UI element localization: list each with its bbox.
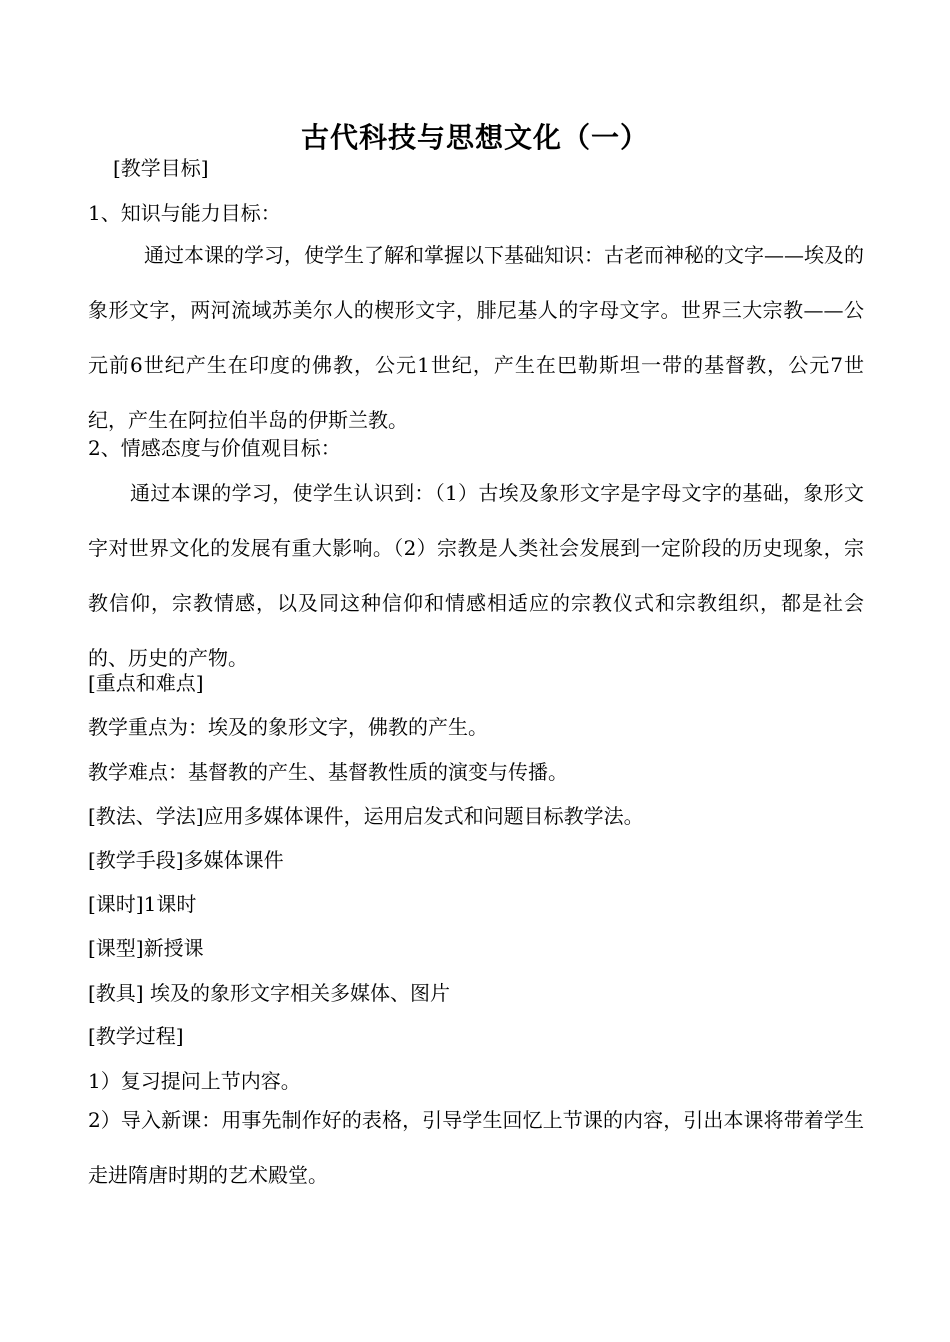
teaching-method-text: [教法、学法]应用多媒体课件，运用启发式和问题目标教学法。 [88, 804, 644, 828]
class-hours-text: [课时]1课时 [88, 892, 197, 916]
attitude-goal-heading: 2、情感态度与价值观目标： [88, 436, 341, 460]
process-step-2: 2）导入新课：用事先制作好的表格，引导学生回忆上节课的内容，引出本课将带着学生走进隋唐时期的艺术殿堂。 [88, 1108, 864, 1187]
lesson-type-text: [课型]新授课 [88, 936, 204, 960]
teaching-process-heading: [教学过程] [88, 1024, 184, 1048]
key-point-text: 教学重点为：埃及的象形文字，佛教的产生。 [88, 715, 488, 739]
document-title: 古代科技与思想文化（一） [300, 121, 649, 154]
attitude-goal-paragraph: 通过本课的学习，使学生认识到：（1）古埃及象形文字是字母文字的基础，象形文字对世界文化的发展有重大影响。（2）宗教是人类社会发展到一定阶段的历史现象，宗教信仰，宗教情感，以及同这种信仰和情感相适应的宗教仪式和宗教组织，都是社会的、历史的产物。 [88, 481, 864, 670]
key-points-heading: [重点和难点] [88, 671, 204, 695]
teaching-means-text: [教学手段]多媒体课件 [88, 848, 284, 872]
teaching-goal-heading: [教学目标] [113, 156, 209, 180]
difficult-point-text: 教学难点：基督教的产生、基督教性质的演变与传播。 [88, 760, 568, 784]
knowledge-goal-heading: 1、知识与能力目标： [88, 201, 281, 225]
teaching-aids-text: [教具] 埃及的象形文字相关多媒体、图片 [88, 981, 450, 1005]
knowledge-goal-paragraph: 通过本课的学习，使学生了解和掌握以下基础知识：古老而神秘的文字——埃及的象形文字，两河流域苏美尔人的楔形文字，腓尼基人的字母文字。世界三大宗教——公元前6世纪产生在印度的佛教，公元1世纪，产生在巴勒斯坦一带的基督教，公元7世纪，产生在阿拉伯半岛的伊斯兰教。 [88, 243, 864, 432]
process-step-1: 1）复习提问上节内容。 [88, 1069, 301, 1093]
